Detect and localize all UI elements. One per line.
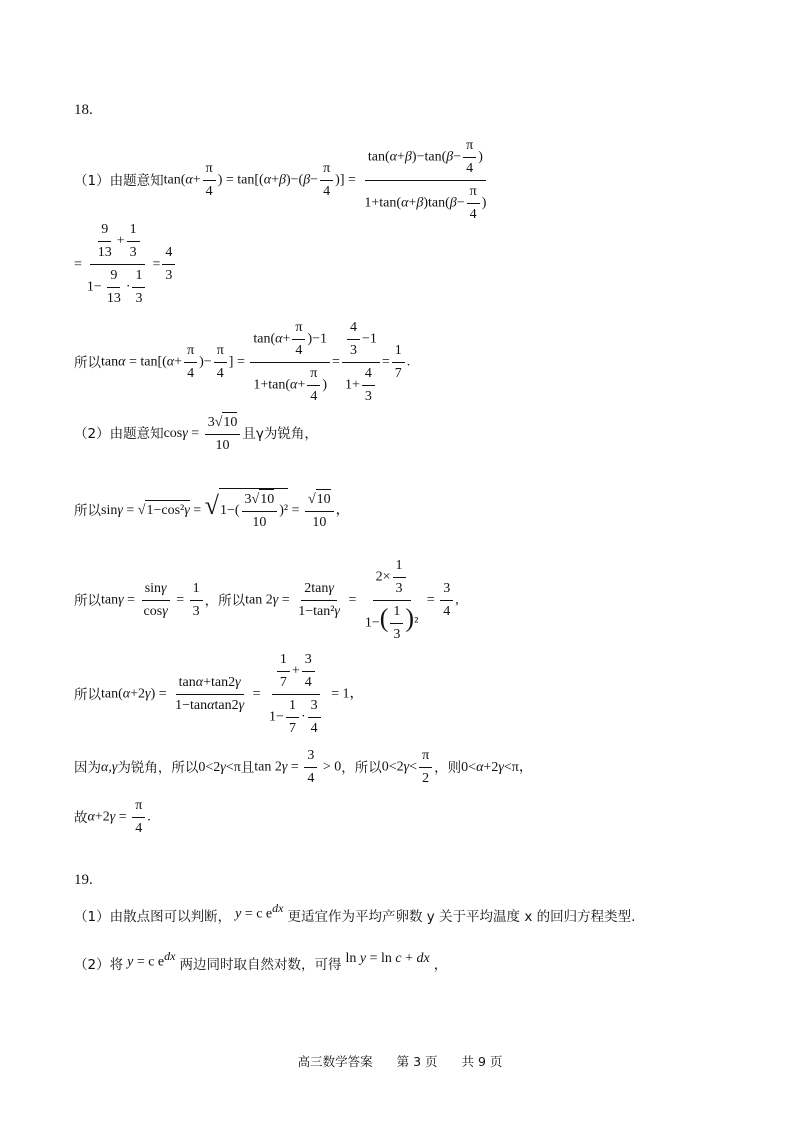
q18-sin-gamma-line <box>74 488 760 533</box>
so-label: 所以 <box>74 502 101 519</box>
footer-page-number: 第 3 页 <box>396 1054 438 1069</box>
acute-gamma-text: 且γ为锐角， <box>242 426 318 442</box>
formula-sin-gamma: sinγ = √1−cos²γ = √1−( $\frac{3√10}{10}$ )² = $\frac{√10}{10}$ ， <box>101 488 350 533</box>
therefore-label: 故 <box>74 809 88 826</box>
footer-subject: 高三数学答案 <box>297 1054 373 1069</box>
formula-y-ce-dx-2: y = c $e^{dx}$ <box>127 949 176 970</box>
question-18-number: 18. <box>74 102 93 118</box>
q19-part2-mid: 两边同时取自然对数，可得 <box>179 957 342 974</box>
so-label: 所以 <box>74 354 101 371</box>
formula-tan-alpha-2gamma: tan(α+2γ) = $\frac{\tan\alpha+\tan 2\gamma}{1-\tan\alpha\tan 2\gamma}$ = $\frac{1}{7}$ + $\frac{3}{4}$ 1− $\frac{1}{7}$ · $\frac{3}{4}$ = 1， <box>101 652 364 736</box>
q18-conclusion-line <box>74 796 760 839</box>
q18-tan-alpha-2gamma-line <box>74 650 760 739</box>
q19-part1-label: （1）由散点图可以判断， <box>74 909 232 926</box>
q18-tan-2gamma-line <box>74 556 760 645</box>
footer-total-pages: 共 9 页 <box>461 1054 503 1069</box>
range-0-2gamma-pi: 0<2γ<π <box>198 759 241 775</box>
formula-tan-alpha-plus-pi4: tan(α+ $\frac{\pi}{4}$ ) = tan[(α+β)−(β− $\frac{\pi}{4}$ )] = tan(α+β)−tan(β− $\frac{\pi}{4}$ ) 1+tan(α+β)tan(β− $\frac{\pi}{4}$ ) <box>163 138 487 222</box>
alpha-gamma-symbols: α,γ <box>101 759 118 775</box>
so-label: 所以 <box>74 592 101 609</box>
q19-part2-label: （2）将 <box>74 957 124 974</box>
formula-ln-y: ln y = ln c + dx <box>345 951 430 967</box>
tan-2gamma-positive: tan 2γ = $\frac{3}{4}$ > 0 <box>254 748 342 786</box>
q18-range-line <box>74 746 760 789</box>
q18-part2-line <box>74 412 760 456</box>
acute-text: 为锐角，所以 <box>117 759 199 776</box>
q18-part1-label: （1）由题意知 <box>74 172 164 189</box>
q18-part1-line <box>74 136 760 225</box>
then-label: ，则 <box>434 759 462 776</box>
formula-alpha-2gamma: α+2γ = $\frac{\pi}{4}$ . <box>87 798 151 836</box>
so-label-3: ，所以 <box>341 759 382 776</box>
formula-cos-gamma: cosγ = $\frac{3√10}{10}$ <box>164 412 243 456</box>
range-alpha-2gamma: 0<α+2γ<π， <box>461 759 533 775</box>
formula-tan-gamma: tanγ = $\frac{\sin\gamma}{\cos\gamma}$ = $\frac{1}{3}$ <box>101 579 205 622</box>
q18-part2-label: （2）由题意知 <box>74 426 164 442</box>
question-19-number: 19. <box>74 872 93 888</box>
and-label: 且 <box>240 759 255 776</box>
q19-part2-end: ， <box>433 957 448 974</box>
q19-part1-text: 更适宜作为平均产卵数 y 关于平均温度 x 的回归方程类型. <box>287 909 636 926</box>
formula-tan-2gamma: tan 2γ = $\frac{2\tan\gamma}{\text{1−tan²γ}}$ = 2× $\frac{1}{3}$ 1−( $\frac{1}{3}$ )² = $\frac{3}{4}$ , <box>245 558 459 642</box>
so-label-2: ，所以 <box>204 592 246 609</box>
so-label: 所以 <box>74 686 101 703</box>
q18-part1-value: = $\frac{9}{13}$ + $\frac{1}{3}$ 1− $\frac{9}{13}$ · $\frac{1}{3}$ = $\frac{4}{3}$ <box>74 220 760 309</box>
q19-part1-line <box>74 901 760 931</box>
because-label: 因为 <box>74 759 101 776</box>
q18-tan-alpha-line <box>74 318 760 407</box>
range-0-2gamma-pi2: 0<2γ< $\frac{\pi}{2}$ <box>382 746 434 789</box>
q19-part2-line <box>74 949 760 979</box>
formula-y-ce-dx: y = c $e^{dx}$ <box>235 901 284 922</box>
page-footer <box>0 1052 800 1070</box>
formula-tan-alpha: tanα = tan[(α+ $\frac{\pi}{4}$ )− $\frac{\pi}{4}$ ] = tan(α+ $\frac{\pi}{4}$ )−1 1+tan(α+ $\frac{\pi}{4}$ ) = $\frac{4}{3}$ −1 1+ $\frac{4}{3}$ = $\frac{1}{7}$ . <box>101 320 411 404</box>
